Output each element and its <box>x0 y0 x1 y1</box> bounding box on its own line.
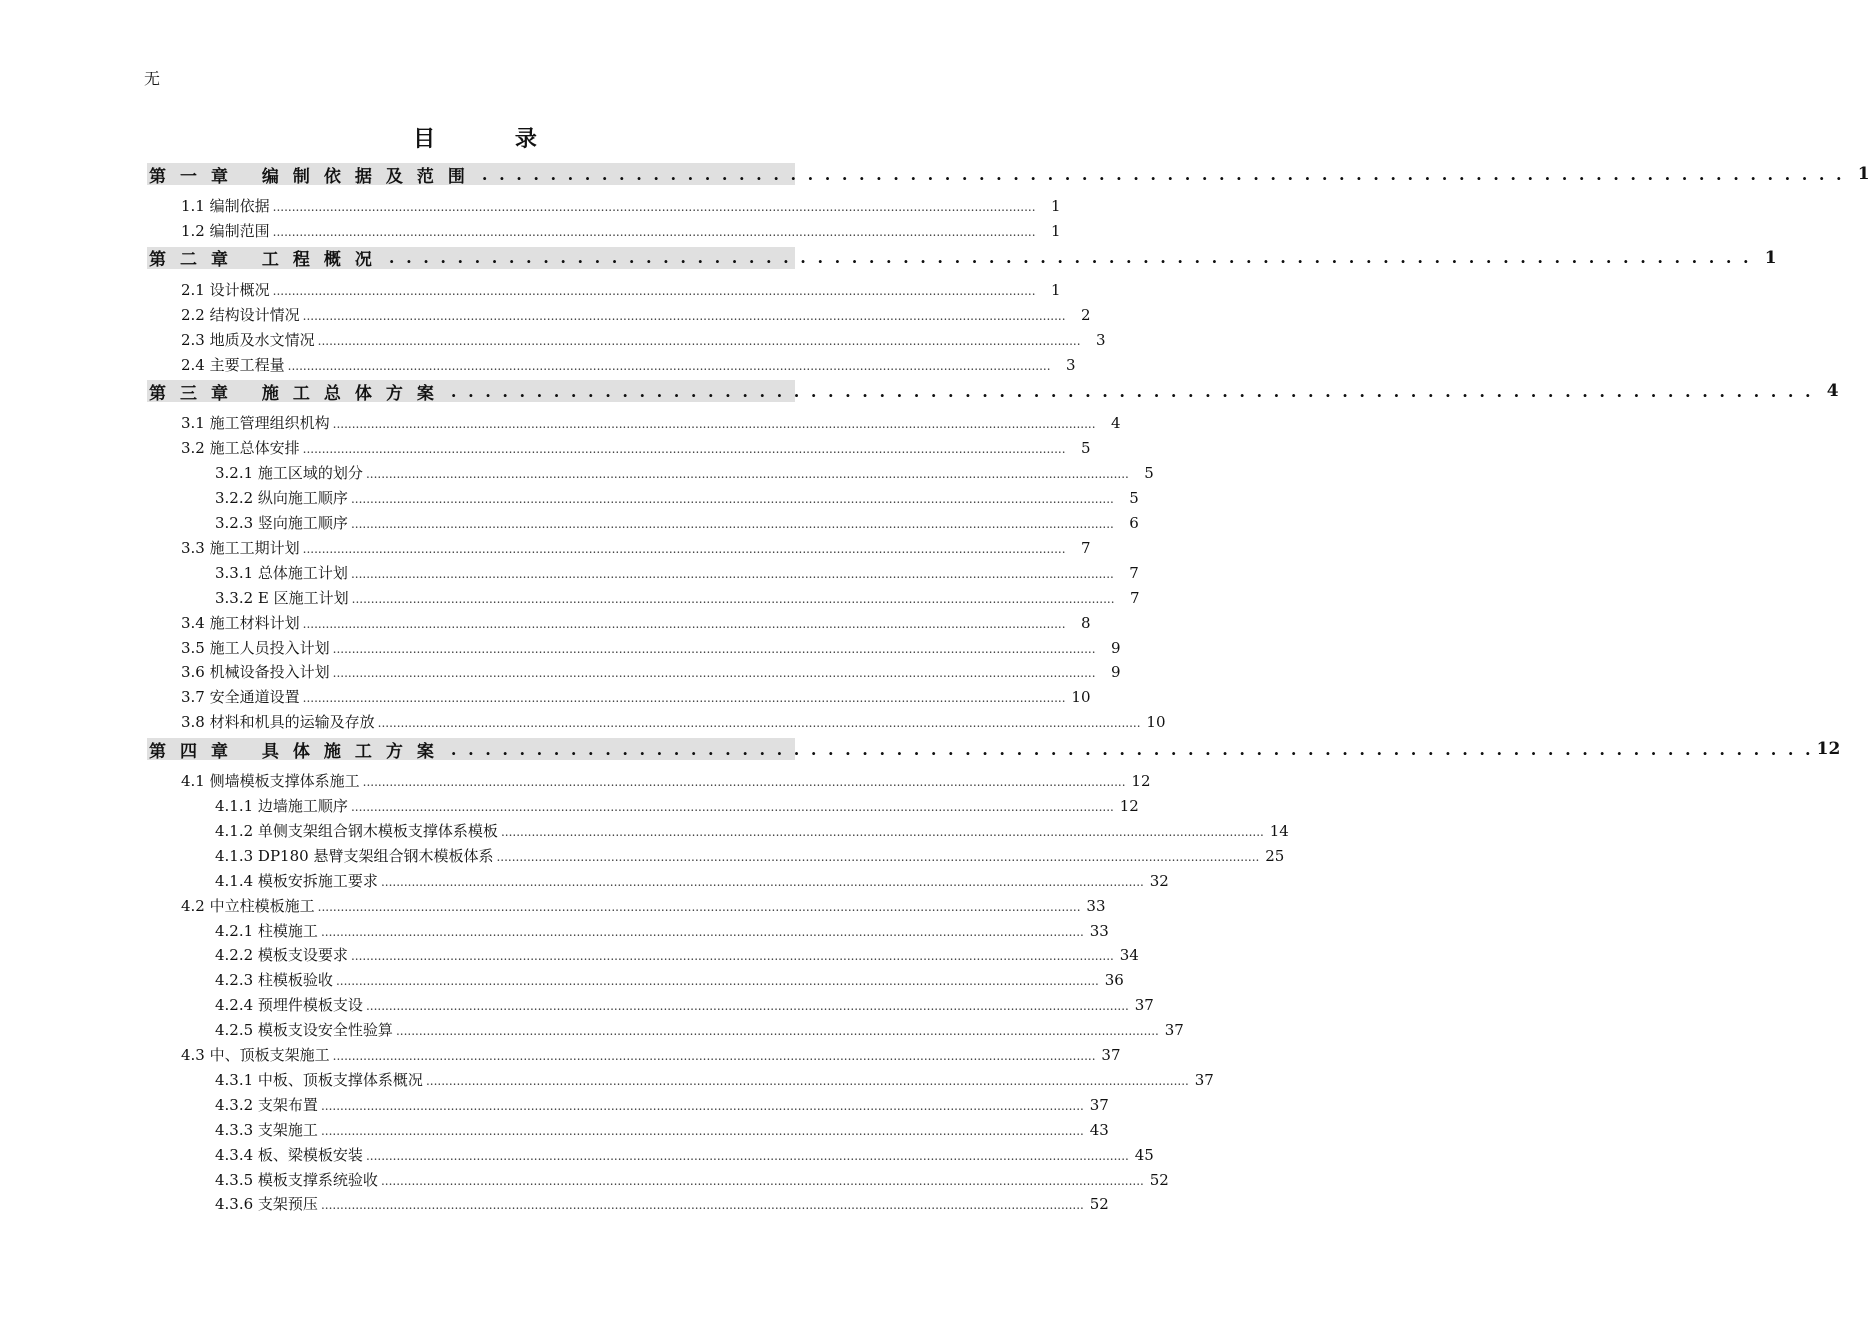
toc-entry-page: 33 <box>1089 921 1109 940</box>
leader-dots: ........................................................................................................................................................................................................ <box>362 775 1126 790</box>
toc-entry-page: 8 <box>1080 613 1091 632</box>
leader-dots: . . . . . . . . . . . . . . . . . . . . . . . . . . . . . . . . . . . . . . . . . . . . . . . . . . . . . . . . . . . . . . . . . . . . . . . . . . . . . . . . <box>450 381 1814 401</box>
toc-entry[interactable] <box>181 329 1106 350</box>
toc-entry[interactable] <box>181 195 1061 216</box>
leader-dots: ........................................................................................................................................................................................................ <box>496 849 1260 864</box>
toc-chapter-entry[interactable] <box>147 380 1839 404</box>
toc-entry-label: 4.1.1 边墙施工顺序 <box>215 797 348 815</box>
toc-entry[interactable] <box>215 487 1139 508</box>
toc-entry[interactable] <box>215 795 1139 816</box>
toc-entry-page: 7 <box>1080 538 1091 557</box>
toc-entry-label: 4.2.5 模板支设安全性验算 <box>215 1021 393 1040</box>
toc-entry-label: 3.8 材料和机具的运输及存放 <box>181 713 375 732</box>
toc-entry[interactable] <box>181 686 1091 707</box>
leader-dots: ........................................................................................................................................................................................................ <box>377 716 1141 731</box>
toc-entry[interactable] <box>215 994 1154 1015</box>
toc-entry-page: 45 <box>1134 1145 1154 1164</box>
toc-entry[interactable] <box>181 412 1121 433</box>
toc-entry-label: 3.4 施工材料计划 <box>181 613 300 632</box>
toc-entry-page: 12 <box>1119 797 1139 815</box>
toc-chapter-entry[interactable] <box>147 163 1870 187</box>
leader-dots: . . . . . . . . . . . . . . . . . . . . . . . . . . . . . . . . . . . . . . . . . . . . . . . . . . . . . . . . . . . . . . . . . . . . . . . . . . . . . . . . <box>450 739 1814 759</box>
leader-dots: ........................................................................................................................................................................................................ <box>500 824 1264 839</box>
toc-entry-page: 32 <box>1149 871 1169 890</box>
toc-entry[interactable] <box>215 1144 1154 1165</box>
toc-entry-label: 3.2 施工总体安排 <box>181 439 300 458</box>
leader-dots: ........................................................................................................................................................................................................ <box>332 1049 1096 1063</box>
toc-entry-label: 第三章 施工总体方案 <box>149 383 448 404</box>
leader-dots: ........................................................................................................................................................................................................ <box>365 1148 1129 1163</box>
leader-dots: ........................................................................................................................................................................................................ <box>272 224 1036 239</box>
toc-entry-page: 6 <box>1129 514 1139 532</box>
toc-entry-page: 33 <box>1086 896 1106 915</box>
toc-title: 目 录 <box>413 126 573 152</box>
toc-entry-label: 3.1 施工管理组织机构 <box>181 414 330 433</box>
toc-entry-label: 2.1 设计概况 <box>181 280 270 299</box>
toc-entry-page: 4 <box>1826 381 1839 402</box>
toc-entry[interactable] <box>215 1069 1214 1090</box>
toc-entry-page: 4 <box>1110 414 1121 433</box>
leader-dots: ........................................................................................................................................................................................................ <box>302 308 1066 323</box>
toc-entry[interactable] <box>181 1044 1121 1065</box>
toc-entry-label: 3.3 施工工期计划 <box>181 538 300 557</box>
leader-dots: ........................................................................................................................................................................................................ <box>365 467 1129 482</box>
toc-entry[interactable] <box>215 920 1109 941</box>
leader-dots: ........................................................................................................................................................................................................ <box>380 1173 1144 1188</box>
leader-dots: ........................................................................................................................................................................................................ <box>332 417 1096 432</box>
leader-dots: ........................................................................................................................................................................................................ <box>350 949 1114 964</box>
toc-entry-label: 1.1 编制依据 <box>181 197 270 215</box>
toc-entry-label: 2.4 主要工程量 <box>181 355 285 374</box>
toc-entry-label: 4.3.5 模板支撑系统验收 <box>215 1170 378 1189</box>
toc-entry-page: 7 <box>1130 588 1140 607</box>
toc-entry[interactable] <box>215 1193 1109 1214</box>
toc-entry[interactable] <box>215 969 1124 990</box>
toc-entry[interactable] <box>215 870 1169 891</box>
toc-entry[interactable] <box>181 661 1121 682</box>
leader-dots: ........................................................................................................................................................................................................ <box>320 1198 1084 1213</box>
leader-dots: ........................................................................................................................................................................................................ <box>332 666 1096 681</box>
leader-dots: ........................................................................................................................................................................................................ <box>350 492 1114 507</box>
toc-entry-label: 3.5 施工人员投入计划 <box>181 638 330 657</box>
leader-dots: ........................................................................................................................................................................................................ <box>350 517 1114 531</box>
toc-entry-page: 10 <box>1146 713 1166 732</box>
toc-entry-page: 1 <box>1050 280 1061 299</box>
toc-entry-page: 37 <box>1164 1021 1184 1040</box>
toc-entry-label: 4.3.3 支架施工 <box>215 1120 318 1139</box>
toc-entry[interactable] <box>215 944 1139 965</box>
toc-entry-page: 37 <box>1089 1095 1109 1114</box>
toc-entry-page: 7 <box>1129 563 1139 582</box>
toc-entry[interactable] <box>181 637 1121 658</box>
toc-entry[interactable] <box>181 354 1076 375</box>
toc-entry-page: 1 <box>1764 247 1777 268</box>
toc-entry-page: 2 <box>1080 305 1091 324</box>
leader-dots: ........................................................................................................................................................................................................ <box>317 899 1081 914</box>
toc-entry[interactable] <box>215 587 1140 608</box>
toc-entry[interactable] <box>215 462 1154 483</box>
toc-entry-label: 第二章 工程概况 <box>149 250 386 271</box>
toc-entry-page: 12 <box>1816 739 1841 760</box>
toc-entry-page: 9 <box>1110 638 1121 657</box>
leader-dots: ........................................................................................................................................................................................................ <box>351 591 1115 606</box>
leader-dots: ........................................................................................................................................................................................................ <box>272 200 1036 214</box>
leader-dots: . . . . . . . . . . . . . . . . . . . . . . . . . . . . . . . . . . . . . . . . . . . . . . . . . . . . . . . . . . . . . . . . . . . . . . . . . . . . . . . . <box>481 164 1845 184</box>
toc-entry[interactable] <box>181 279 1061 300</box>
toc-entry-page: 25 <box>1265 846 1285 865</box>
toc-entry-label: 3.6 机械设备投入计划 <box>181 663 330 682</box>
header-mark: 无 <box>144 69 161 88</box>
toc-entry[interactable] <box>181 220 1061 241</box>
toc-entry[interactable] <box>215 820 1289 841</box>
toc-entry[interactable] <box>215 1119 1109 1140</box>
leader-dots: ........................................................................................................................................................................................................ <box>302 616 1066 631</box>
toc-entry-label: 4.2.1 柱模施工 <box>215 921 318 940</box>
toc-entry-page: 43 <box>1089 1120 1109 1139</box>
toc-entry-page: 14 <box>1269 821 1289 840</box>
toc-entry-label: 3.2.2 纵向施工顺序 <box>215 489 348 508</box>
toc-entry-label: 4.1 侧墙模板支撑体系施工 <box>181 772 360 791</box>
toc-entry-label: 第四章 具体施工方案 <box>149 741 448 762</box>
toc-entry-page: 1 <box>1050 221 1061 240</box>
leader-dots: ........................................................................................................................................................................................................ <box>317 333 1081 348</box>
toc-entry-label: 4.3.2 支架布置 <box>215 1095 318 1114</box>
toc-entry[interactable] <box>215 1169 1169 1190</box>
toc-entry-label: 4.3.1 中板、顶板支撑体系概况 <box>215 1070 423 1089</box>
toc-entry-label: 4.1.3 DP180 悬臂支架组合钢木模板体系 <box>215 846 494 865</box>
toc-entry-page: 10 <box>1071 688 1091 707</box>
leader-dots: ........................................................................................................................................................................................................ <box>425 1073 1189 1088</box>
toc-entry-label: 第一章 编制依据及范围 <box>149 166 479 187</box>
leader-dots: ........................................................................................................................................................................................................ <box>320 1123 1084 1138</box>
toc-entry[interactable] <box>215 1094 1109 1115</box>
leader-dots: ........................................................................................................................................................................................................ <box>395 1024 1159 1039</box>
toc-entry-label: 1.2 编制范围 <box>181 221 270 240</box>
leader-dots: ........................................................................................................................................................................................................ <box>350 800 1114 814</box>
toc-chapter-entry[interactable] <box>147 247 1777 271</box>
leader-dots: ........................................................................................................................................................................................................ <box>272 283 1036 298</box>
leader-dots: ........................................................................................................................................................................................................ <box>302 442 1066 457</box>
leader-dots: ........................................................................................................................................................................................................ <box>350 566 1114 581</box>
toc-entry-page: 37 <box>1101 1046 1121 1064</box>
toc-entry-label: 2.2 结构设计情况 <box>181 305 300 324</box>
toc-entry-label: 3.3.1 总体施工计划 <box>215 563 348 582</box>
toc-chapter-entry[interactable] <box>147 738 1841 762</box>
toc-entry-page: 5 <box>1080 439 1091 458</box>
leader-dots: ........................................................................................................................................................................................................ <box>320 924 1084 939</box>
leader-dots: ........................................................................................................................................................................................................ <box>365 999 1129 1014</box>
toc-entry-label: 4.3.6 支架预压 <box>215 1195 318 1214</box>
toc-entry-label: 3.7 安全通道设置 <box>181 688 300 707</box>
toc-entry-label: 4.2.3 柱模板验收 <box>215 971 333 990</box>
toc-entry[interactable] <box>181 770 1151 791</box>
toc-entry-label: 4.3 中、顶板支架施工 <box>181 1046 330 1064</box>
toc-entry-page: 37 <box>1194 1070 1214 1089</box>
toc-entry[interactable] <box>181 711 1166 732</box>
toc-entry-page: 5 <box>1129 489 1139 508</box>
toc-entry-label: 2.3 地质及水文情况 <box>181 330 315 349</box>
leader-dots: ........................................................................................................................................................................................................ <box>332 641 1096 656</box>
toc-entry-label: 4.2.4 预埋件模板支设 <box>215 996 363 1015</box>
toc-entry-page: 5 <box>1144 464 1154 483</box>
toc-entry-page: 12 <box>1131 772 1151 791</box>
leader-dots: ........................................................................................................................................................................................................ <box>287 358 1051 373</box>
toc-entry-label: 3.2.3 竖向施工顺序 <box>215 514 348 532</box>
toc-entry[interactable] <box>215 1019 1184 1040</box>
toc-entry-label: 3.3.2 E 区施工计划 <box>215 588 349 607</box>
toc-entry-page: 37 <box>1134 996 1154 1015</box>
leader-dots: ........................................................................................................................................................................................................ <box>320 1098 1084 1113</box>
leader-dots: ........................................................................................................................................................................................................ <box>302 691 1066 706</box>
toc-entry[interactable] <box>215 512 1139 533</box>
toc-entry[interactable] <box>215 845 1285 866</box>
toc-entry[interactable] <box>181 304 1091 325</box>
leader-dots: ........................................................................................................................................................................................................ <box>302 541 1066 556</box>
toc-entry[interactable] <box>181 437 1091 458</box>
toc-entry-page: 36 <box>1104 971 1124 990</box>
toc-entry-page: 52 <box>1089 1195 1109 1214</box>
toc-entry[interactable] <box>215 562 1139 583</box>
toc-entry-label: 4.3.4 板、梁模板安装 <box>215 1145 363 1164</box>
leader-dots: ........................................................................................................................................................................................................ <box>380 874 1144 889</box>
toc-entry-page: 3 <box>1065 355 1076 374</box>
toc-entry-page: 3 <box>1095 330 1106 349</box>
toc-entry-page: 1 <box>1050 197 1061 215</box>
toc-entry-label: 3.2.1 施工区域的划分 <box>215 464 363 483</box>
toc-entry-label: 4.1.2 单侧支架组合钢木模板支撑体系模板 <box>215 821 498 840</box>
toc-entry[interactable] <box>181 895 1106 916</box>
toc-entry-label: 4.1.4 模板安拆施工要求 <box>215 871 378 890</box>
toc-entry-page: 1 <box>1857 164 1870 184</box>
toc-entry-page: 9 <box>1110 663 1121 682</box>
toc-entry-page: 34 <box>1119 946 1139 965</box>
toc-entry-label: 4.2 中立柱模板施工 <box>181 896 315 915</box>
toc-entry[interactable] <box>181 612 1091 633</box>
leader-dots: ........................................................................................................................................................................................................ <box>335 974 1099 989</box>
leader-dots: . . . . . . . . . . . . . . . . . . . . . . . . . . . . . . . . . . . . . . . . . . . . . . . . . . . . . . . . . . . . . . . . . . . . . . . . . . . . . . . . <box>388 248 1752 268</box>
toc-entry-label: 4.2.2 模板支设要求 <box>215 946 348 965</box>
toc-entry[interactable] <box>181 537 1091 558</box>
toc-entry-page: 52 <box>1149 1170 1169 1189</box>
